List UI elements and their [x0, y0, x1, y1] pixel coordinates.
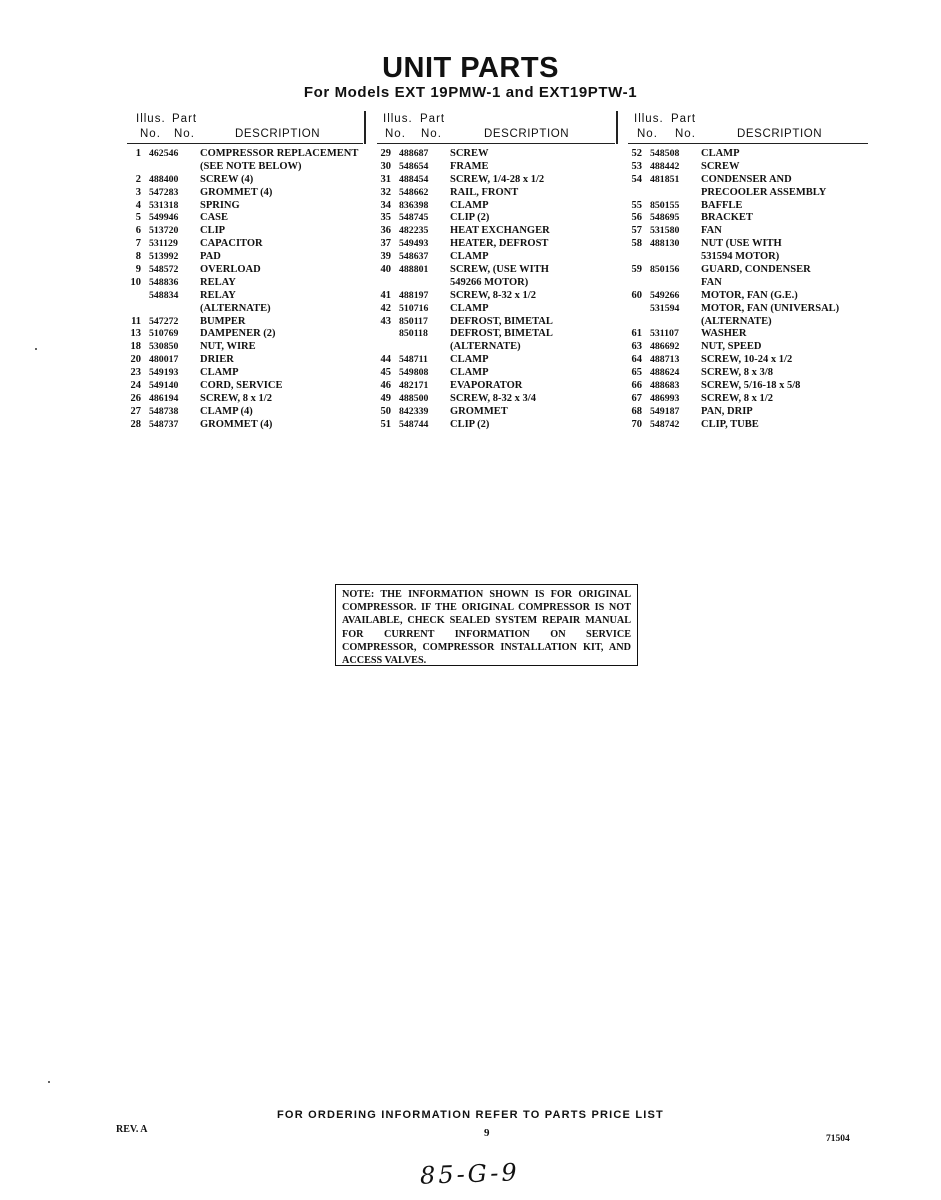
illus-number: 11: [131, 315, 141, 327]
part-description: DAMPENER (2): [200, 328, 276, 340]
illus-number: 5: [135, 212, 141, 224]
part-description: SCREW, (USE WITH: [450, 264, 549, 276]
part-row: [628, 251, 868, 264]
part-description: SCREW, 8 x 3/8: [701, 367, 773, 379]
illus-number: 35: [380, 212, 391, 224]
part-description: CLAMP: [450, 302, 489, 314]
part-row: [377, 406, 615, 419]
part-row: [377, 354, 615, 367]
part-row: [377, 238, 615, 251]
parts-column-3: [628, 109, 868, 432]
part-number: 513992: [149, 251, 179, 263]
part-description: DEFROST, BIMETAL: [450, 315, 553, 327]
part-number: 510716: [399, 302, 429, 314]
part-description: SCREW, 8-32 x 3/4: [450, 392, 536, 404]
illus-number: 30: [380, 160, 391, 172]
part-number: 548654: [399, 160, 429, 172]
illus-number: 55: [631, 199, 642, 211]
part-description: WASHER: [701, 328, 747, 340]
part-number: 549193: [149, 367, 179, 379]
illus-number: 10: [130, 276, 141, 288]
part-row: [628, 148, 868, 161]
header-illus-no: No.: [637, 128, 658, 140]
illus-number: 4: [135, 199, 141, 211]
part-number: 548745: [399, 212, 429, 224]
part-row: [377, 419, 615, 432]
illus-number: 70: [631, 418, 642, 430]
part-row: [127, 406, 363, 419]
part-number: 488500: [399, 392, 429, 404]
part-row: [127, 251, 363, 264]
part-number: 548744: [399, 418, 429, 430]
part-description: SCREW: [701, 160, 740, 172]
part-row: [377, 393, 615, 406]
part-number: 850118: [399, 328, 428, 340]
illus-number: 20: [130, 354, 141, 366]
part-description: PRECOOLER ASSEMBLY: [701, 186, 827, 198]
column-divider: [616, 111, 618, 144]
part-description: (SEE NOTE BELOW): [200, 160, 302, 172]
part-number: 488683: [650, 380, 680, 392]
part-number: 488801: [399, 264, 429, 276]
column-header: [127, 109, 363, 144]
part-row: [628, 161, 868, 174]
part-number: 482235: [399, 225, 429, 237]
illus-number: 59: [631, 264, 642, 276]
header-description: DESCRIPTION: [484, 128, 570, 140]
part-row: [127, 148, 363, 161]
part-row: [127, 419, 363, 432]
column-divider: [364, 111, 366, 144]
part-number: 531129: [149, 238, 178, 250]
part-description: CLAMP: [450, 251, 489, 263]
part-row: [377, 225, 615, 238]
part-description: SCREW, 10-24 x 1/2: [701, 354, 793, 366]
illus-number: 49: [380, 392, 391, 404]
header-part: Part: [420, 113, 446, 125]
part-number: 488130: [650, 238, 680, 250]
part-row: [628, 200, 868, 213]
illus-number: 63: [631, 341, 642, 353]
header-illus-no: No.: [385, 128, 406, 140]
part-row: [377, 161, 615, 174]
part-number: 481851: [650, 173, 680, 185]
part-description: GROMMET (4): [200, 186, 273, 198]
illus-number: 36: [380, 225, 391, 237]
part-row: [628, 187, 868, 200]
page-subtitle: For Models EXT 19PMW-1 and EXT19PTW-1: [303, 84, 638, 101]
illus-number: 28: [130, 418, 141, 430]
illus-number: 41: [380, 289, 391, 301]
part-description: EVAPORATOR: [450, 380, 523, 392]
illus-number: 3: [135, 186, 141, 198]
document-code: 71504: [826, 1134, 850, 1144]
part-number: 548662: [399, 186, 429, 198]
part-number: 531594: [650, 302, 680, 314]
part-number: 549946: [149, 212, 179, 224]
part-description: FAN: [701, 276, 722, 288]
illus-number: 39: [380, 251, 391, 263]
part-row: [127, 187, 363, 200]
part-number: 548695: [650, 212, 680, 224]
illus-number: 8: [135, 251, 141, 263]
illus-number: 40: [380, 264, 391, 276]
part-description: SCREW, 8 x 1/2: [200, 392, 272, 404]
part-number: 486194: [149, 392, 179, 404]
part-number: 548637: [399, 251, 429, 263]
part-description: FRAME: [450, 160, 489, 172]
illus-number: 24: [130, 380, 141, 392]
part-row: [127, 393, 363, 406]
illus-number: 51: [380, 418, 391, 430]
part-number: 549493: [399, 238, 429, 250]
part-description: CLIP: [200, 225, 226, 237]
revision-label: REV. A: [116, 1124, 148, 1135]
part-description: FAN: [701, 225, 722, 237]
part-description: CORD, SERVICE: [200, 380, 283, 392]
illus-number: 37: [380, 238, 391, 250]
illus-number: 23: [130, 367, 141, 379]
part-description: DEFROST, BIMETAL: [450, 328, 553, 340]
part-row: [628, 290, 868, 303]
part-description: SPRING: [200, 199, 240, 211]
part-number: 549808: [399, 367, 429, 379]
part-number: 548738: [149, 405, 179, 417]
part-description: CLIP, TUBE: [701, 418, 759, 430]
page-number: 9: [484, 1127, 490, 1139]
part-description: 549266 MOTOR): [450, 276, 529, 288]
page-title: UNIT PARTS: [382, 52, 559, 84]
part-row: [127, 354, 363, 367]
handwritten-annotation: 85-G-9: [419, 1158, 521, 1190]
part-number: 530850: [149, 341, 179, 353]
part-number: 548711: [399, 354, 428, 366]
part-number: 510769: [149, 328, 179, 340]
part-row: [127, 264, 363, 277]
part-row: [628, 419, 868, 432]
part-row: [377, 367, 615, 380]
illus-number: 29: [380, 148, 391, 159]
header-part-no: No.: [675, 128, 696, 140]
illus-number: 31: [380, 173, 391, 185]
illus-number: 54: [631, 173, 642, 185]
part-row: [127, 316, 363, 329]
part-number: 488400: [149, 173, 179, 185]
illus-number: 46: [380, 380, 391, 392]
part-number: 488624: [650, 367, 680, 379]
part-description: NUT (USE WITH: [701, 238, 782, 250]
part-row: [377, 341, 615, 354]
part-number: 548508: [650, 148, 680, 159]
illus-number: 13: [130, 328, 141, 340]
part-number: 850156: [650, 264, 680, 276]
part-description: PAN, DRIP: [701, 405, 753, 417]
part-number: 549187: [650, 405, 680, 417]
part-description: CLAMP: [701, 148, 740, 159]
column-header: [628, 109, 868, 144]
part-number: 482171: [399, 380, 429, 392]
part-row: [377, 264, 615, 277]
illus-number: 68: [631, 405, 642, 417]
part-row: [127, 341, 363, 354]
part-description: RAIL, FRONT: [450, 186, 519, 198]
part-description: GUARD, CONDENSER: [701, 264, 811, 276]
part-row: [628, 225, 868, 238]
header-description: DESCRIPTION: [235, 128, 321, 140]
parts-list: [628, 148, 868, 432]
part-row: [127, 290, 363, 303]
illus-number: 45: [380, 367, 391, 379]
part-row: [377, 251, 615, 264]
part-number: 548834: [149, 289, 179, 301]
part-description: HEAT EXCHANGER: [450, 225, 550, 237]
header-illus: Illus.: [383, 113, 413, 125]
part-row: [377, 277, 615, 290]
part-description: GROMMET (4): [200, 418, 273, 430]
part-description: BAFFLE: [701, 199, 743, 211]
part-row: [377, 290, 615, 303]
illus-number: 66: [631, 380, 642, 392]
column-header: [377, 109, 615, 144]
illus-number: 9: [135, 264, 141, 276]
part-row: [127, 380, 363, 393]
part-description: SCREW, 5/16-18 x 5/8: [701, 380, 801, 392]
header-part: Part: [172, 113, 198, 125]
illus-number: 52: [631, 148, 642, 159]
part-row: [628, 264, 868, 277]
part-row: [628, 406, 868, 419]
illus-number: 43: [380, 315, 391, 327]
illus-number: 65: [631, 367, 642, 379]
header-illus: Illus.: [136, 113, 166, 125]
illus-number: 2: [135, 173, 141, 185]
part-description: (ALTERNATE): [701, 315, 772, 327]
part-row: [127, 200, 363, 213]
part-description: CLIP (2): [450, 212, 490, 224]
part-row: [127, 225, 363, 238]
header-illus-no: No.: [140, 128, 161, 140]
illus-number: 42: [380, 302, 391, 314]
part-row: [377, 316, 615, 329]
part-row: [628, 367, 868, 380]
part-row: [628, 238, 868, 251]
part-row: [628, 393, 868, 406]
part-description: GROMMET: [450, 405, 508, 417]
scan-speck: [35, 348, 37, 350]
part-row: [628, 303, 868, 316]
header-part-no: No.: [174, 128, 195, 140]
part-number: 531580: [650, 225, 680, 237]
part-row: [628, 380, 868, 393]
part-row: [377, 148, 615, 161]
part-number: 548572: [149, 264, 179, 276]
compressor-note: NOTE: THE INFORMATION SHOWN IS FOR ORIGINAL COMPRESSOR. IF THE ORIGINAL COMPRESSOR IS NOT AVAILABLE, CHECK SEALED SYSTEM REPAIR MANUAL FOR CURRENT INFORMATION ON SERVICE COMPRESSOR, COMPRESSOR INSTALLATION KIT, AND ACCESS VALVES.: [335, 584, 638, 666]
part-row: [377, 174, 615, 187]
part-number: 488454: [399, 173, 429, 185]
part-description: NUT, WIRE: [200, 341, 256, 353]
part-row: [628, 174, 868, 187]
illus-number: 60: [631, 289, 642, 301]
illus-number: 50: [380, 405, 391, 417]
part-number: 549140: [149, 380, 179, 392]
part-number: 531107: [650, 328, 679, 340]
part-description: CASE: [200, 212, 229, 224]
ordering-footer: FOR ORDERING INFORMATION REFER TO PARTS PRICE LIST: [277, 1109, 664, 1121]
part-row: [628, 316, 868, 329]
part-row: [628, 328, 868, 341]
part-row: [127, 161, 363, 174]
part-row: [127, 303, 363, 316]
part-description: NUT, SPEED: [701, 341, 762, 353]
illus-number: 1: [135, 148, 141, 159]
part-row: [377, 380, 615, 393]
part-row: [377, 212, 615, 225]
parts-column-1: [127, 109, 363, 432]
part-description: OVERLOAD: [200, 264, 261, 276]
part-description: SCREW: [450, 148, 489, 159]
part-description: CLAMP: [200, 367, 239, 379]
part-number: 486993: [650, 392, 680, 404]
part-description: SCREW, 8 x 1/2: [701, 392, 773, 404]
part-number: 480017: [149, 354, 179, 366]
part-description: CLAMP: [450, 199, 489, 211]
part-row: [127, 212, 363, 225]
part-number: 850155: [650, 199, 680, 211]
part-description: SCREW (4): [200, 173, 254, 185]
part-row: [628, 212, 868, 225]
parts-column-2: [377, 109, 615, 432]
parts-list: [377, 148, 615, 432]
part-number: 842339: [399, 405, 429, 417]
part-description: MOTOR, FAN (UNIVERSAL): [701, 302, 840, 314]
part-description: (ALTERNATE): [450, 341, 521, 353]
illus-number: 44: [380, 354, 391, 366]
header-part-no: No.: [421, 128, 442, 140]
part-number: 488442: [650, 160, 680, 172]
part-number: 547272: [149, 315, 179, 327]
part-number: 547283: [149, 186, 179, 198]
part-row: [377, 187, 615, 200]
illus-number: 53: [631, 160, 642, 172]
part-row: [628, 277, 868, 290]
part-description: CLAMP (4): [200, 405, 253, 417]
part-description: CAPACITOR: [200, 238, 263, 250]
header-description: DESCRIPTION: [737, 128, 823, 140]
illus-number: 7: [135, 238, 141, 250]
illus-number: 56: [631, 212, 642, 224]
part-number: 549266: [650, 289, 680, 301]
illus-number: 27: [130, 405, 141, 417]
part-number: 850117: [399, 315, 428, 327]
part-description: 531594 MOTOR): [701, 251, 780, 263]
part-description: SCREW, 1/4-28 x 1/2: [450, 173, 545, 185]
part-description: PAD: [200, 251, 221, 263]
part-description: (ALTERNATE): [200, 302, 271, 314]
part-description: CLIP (2): [450, 418, 490, 430]
part-row: [127, 328, 363, 341]
part-row: [628, 354, 868, 367]
part-row: [127, 277, 363, 290]
illus-number: 67: [631, 392, 642, 404]
header-part: Part: [671, 113, 697, 125]
header-illus: Illus.: [634, 113, 664, 125]
part-description: RELAY: [200, 289, 236, 301]
illus-number: 26: [130, 392, 141, 404]
part-number: 548836: [149, 276, 179, 288]
part-description: MOTOR, FAN (G.E.): [701, 289, 798, 301]
part-number: 513720: [149, 225, 179, 237]
part-number: 488713: [650, 354, 680, 366]
illus-number: 6: [135, 225, 141, 237]
illus-number: 57: [631, 225, 642, 237]
part-description: BRACKET: [701, 212, 753, 224]
part-row: [127, 174, 363, 187]
part-row: [377, 328, 615, 341]
part-description: HEATER, DEFROST: [450, 238, 549, 250]
parts-list: [127, 148, 363, 432]
part-description: CLAMP: [450, 367, 489, 379]
part-row: [127, 238, 363, 251]
part-description: CONDENSER AND: [701, 173, 792, 185]
part-number: 486692: [650, 341, 680, 353]
part-number: 548737: [149, 418, 179, 430]
illus-number: 61: [631, 328, 642, 340]
part-description: SCREW, 8-32 x 1/2: [450, 289, 536, 301]
illus-number: 32: [380, 186, 391, 198]
part-row: [628, 341, 868, 354]
part-description: RELAY: [200, 276, 236, 288]
part-description: DRIER: [200, 354, 234, 366]
illus-number: 64: [631, 354, 642, 366]
part-number: 548742: [650, 418, 680, 430]
part-number: 531318: [149, 199, 179, 211]
scan-speck: [48, 1081, 50, 1083]
part-description: CLAMP: [450, 354, 489, 366]
part-number: 836398: [399, 199, 429, 211]
part-description: COMPRESSOR REPLACEMENT: [200, 148, 359, 159]
illus-number: 58: [631, 238, 642, 250]
part-row: [127, 367, 363, 380]
part-number: 488687: [399, 148, 429, 159]
part-description: BUMPER: [200, 315, 246, 327]
part-number: 488197: [399, 289, 429, 301]
part-row: [377, 303, 615, 316]
illus-number: 18: [130, 341, 141, 353]
part-number: 462546: [149, 148, 179, 159]
part-row: [377, 200, 615, 213]
illus-number: 34: [380, 199, 391, 211]
